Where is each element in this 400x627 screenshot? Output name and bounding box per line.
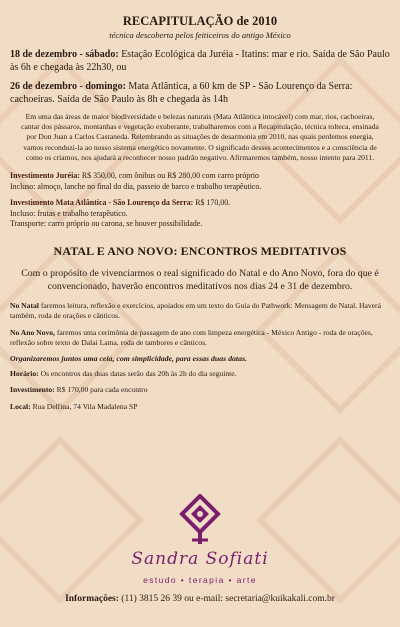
spiral-logo-icon bbox=[0, 494, 400, 551]
horario-label: Horário: bbox=[10, 369, 39, 379]
invest-label: Investimento Juréia: bbox=[10, 171, 80, 181]
date-text: Estação Ecológica da Juréia - Itatins: mar e rio. Saída de São Paulo às 6h e chegada às 22h30, ou bbox=[10, 49, 390, 73]
natal-ano-novo-title: NATAL E ANO NOVO: ENCONTROS MEDITATIVOS bbox=[53, 243, 347, 258]
natal-text: faremos leitura, reflexão e exercícios, apoiados em um texto do Guia do Pathwork: Mensagem de Natal. Haverá também, roda de orações e cânticos. bbox=[10, 300, 381, 321]
info-label: Informações: bbox=[65, 594, 119, 604]
lead-paragraph: Com o propósito de vivenciarmos o real significado do Natal e do Ano Novo, fora do que é convencionado, haverão encontros meditativos nos dias 24 e 31 de dezembro. bbox=[21, 267, 379, 292]
horario-text: Os encontros das duas datas serão das 20h às 2h do dia seguinte. bbox=[40, 369, 237, 379]
date-text: Mata Atlântica, a 60 km de SP - São Lourenço da Serra: cachoeiras. Saída de São Paulo às 8h e chegada às 14h bbox=[10, 81, 353, 105]
horario-paragraph bbox=[10, 369, 390, 379]
ano-novo-text: faremos uma cerimônia de passagem de ano com limpeza energética - México Antigo - roda de orações, reflexão sobre texto de Dalai Lama, roda de tambores e cânticos. bbox=[10, 327, 373, 347]
invest-label: Investimento Mata Atlântica - São Lourenço da Serra: bbox=[10, 198, 194, 208]
date-item-26 bbox=[10, 80, 390, 106]
brand-tagline: estudo • terapia • arte bbox=[143, 575, 257, 585]
invest-included: Incluso: almoço, lanche no final do dia, passeio de barco e trabalho terapêutico. bbox=[10, 181, 262, 191]
invest-included: Incluso: frutas e trabalho terapêutico. bbox=[10, 208, 128, 218]
intro-paragraph: Em uma das áreas de maior biodiversidade e belezas naturais (Mata Atlântica intocável) com mar, rios, cachoeiras, cantar dos pássaros, montanhas e vegetação exuberante, trabalharemos com a Recapitulação, técnica tolteca, ensinada por Don Juan a Carlos Castaneda. Relembrando as situações de desarmonia em 2010, nas quais perdemos energia, vamos reconduzi-la ao nosso sistema energético novamente. O significado desses acontecimentos e a consciência de como os criamos, nos ajudará a reconhecer nosso padrão negativo. Afirmaremos também, nosso intento para 2011. bbox=[21, 112, 379, 162]
investimento-label: Investimento: bbox=[10, 385, 55, 395]
brand-name: Sandra Sofiati bbox=[131, 549, 269, 569]
invest-transport: Transporte: carro próprio ou carona, se houver possibilidade. bbox=[10, 219, 203, 229]
local-text: Rua Delfina, 74 Vila Madalena SP bbox=[32, 401, 138, 411]
info-text[interactable]: (11) 3815 26 39 ou e-mail: secretaria@kuikakali.com.br bbox=[121, 594, 335, 604]
date-item-18 bbox=[10, 48, 390, 74]
investimento-mata-atlantica bbox=[10, 198, 390, 230]
invest-value: R$ 350,00, com ônibus ou R$ 280,00 com carro próprio bbox=[81, 171, 259, 181]
ano-novo-label: No Ano Novo, bbox=[10, 327, 55, 337]
footer-info bbox=[0, 594, 400, 604]
date-label: 18 de dezembro - sábado: bbox=[10, 49, 119, 60]
natal-paragraph bbox=[10, 301, 390, 322]
ceia-slogan: Organizaremos juntos uma ceia, com simplicidade, para essas duas datas. bbox=[10, 354, 247, 364]
natal-label: No Natal bbox=[10, 300, 39, 310]
recapitulacao-title: RECAPITULAÇÃO de 2010 bbox=[122, 14, 278, 28]
recapitulacao-subtitle: técnica descoberta pelos feiticeiros do antigo México bbox=[109, 30, 291, 40]
local-label: Local: bbox=[10, 401, 31, 411]
investimento-paragraph bbox=[10, 385, 390, 395]
local-paragraph bbox=[10, 402, 390, 412]
investimento-text: R$ 170,00 para cada encontro bbox=[56, 385, 148, 395]
investimento-jureia bbox=[10, 171, 390, 192]
date-label: 26 de dezembro - domingo: bbox=[10, 81, 126, 92]
ano-novo-paragraph bbox=[10, 328, 390, 349]
invest-value: R$ 170,00. bbox=[195, 198, 231, 208]
